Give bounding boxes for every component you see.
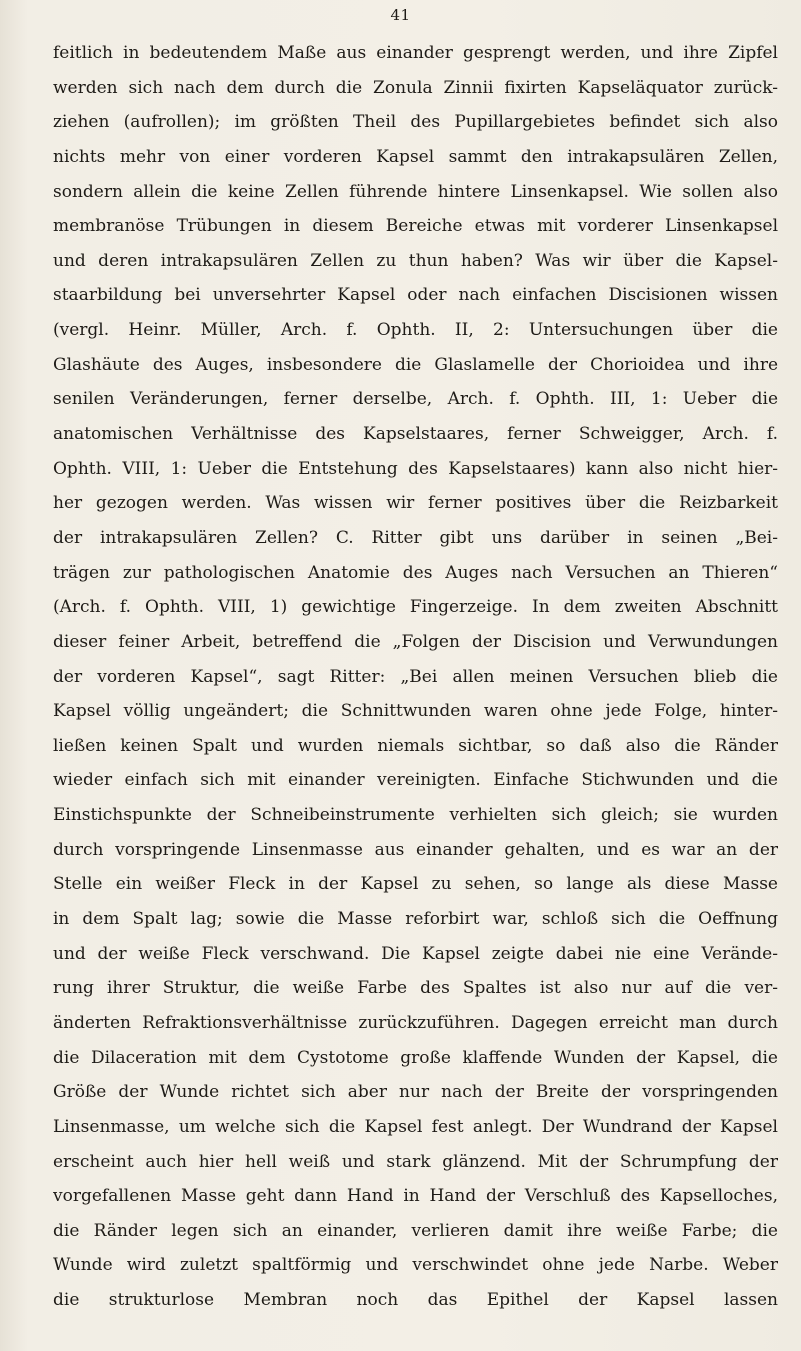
- text-line: Einstichspunkte der Schneibeinstrumente verhielten sich gleich; sie wurden: [53, 805, 778, 826]
- text-line: senilen Veränderungen, ferner derselbe, Arch. f. Ophth. III, 1: Ueber die: [53, 389, 778, 410]
- text-line: staarbildung bei unversehrter Kapsel oder nach einfachen Discisionen wissen: [53, 285, 778, 306]
- text-line: Kapsel völlig ungeändert; die Schnittwunden waren ohne jede Folge, hinter-: [53, 701, 778, 722]
- text-line: und der weiße Fleck verschwand. Die Kapsel zeigte dabei nie eine Verände-: [53, 943, 778, 964]
- text-line: Größe der Wunde richtet sich aber nur nach der Breite der vorspringenden: [53, 1082, 778, 1103]
- text-line: änderten Refraktionsverhältnisse zurückzuführen. Dagegen erreicht man durch: [53, 1012, 778, 1033]
- text-line: die strukturlose Membran noch das Epithel der Kapsel lassen: [53, 1290, 778, 1311]
- text-line: und deren intrakapsulären Zellen zu thun haben? Was wir über die Kapsel-: [53, 250, 778, 271]
- text-line: ziehen (aufrollen); im größten Theil des Pupillargebietes befindet sich also: [53, 112, 778, 133]
- text-line: die Ränder legen sich an einander, verlieren damit ihre weiße Farbe; die: [53, 1220, 778, 1241]
- text-line: wieder einfach sich mit einander vereinigten. Einfache Stichwunden und die: [53, 770, 778, 791]
- text-line: dieser feiner Arbeit, betreffend die „Folgen der Discision und Verwundungen: [53, 631, 778, 652]
- text-line: der vorderen Kapsel“, sagt Ritter: „Bei allen meinen Versuchen blieb die: [53, 666, 778, 687]
- text-line: her gezogen werden. Was wissen wir ferner positives über die Reizbarkeit: [53, 493, 778, 514]
- text-line: ließen keinen Spalt und wurden niemals sichtbar, so daß also die Ränder: [53, 735, 778, 756]
- text-line: feitlich in bedeutendem Maße aus einander gesprengt werden, und ihre Zipfel: [53, 43, 778, 63]
- text-line: Stelle ein weißer Fleck in der Kapsel zu sehen, so lange als diese Masse: [53, 874, 778, 895]
- text-line: (vergl. Heinr. Müller, Arch. f. Ophth. II, 2: Untersuchungen über die: [53, 320, 778, 341]
- text-line: trägen zur pathologischen Anatomie des Auges nach Versuchen an Thieren“: [53, 562, 778, 583]
- text-line: anatomischen Verhältnisse des Kapselstaares, ferner Schweigger, Arch. f.: [53, 424, 778, 445]
- text-line: Wunde wird zuletzt spaltförmig und verschwindet ohne jede Narbe. Weber: [53, 1255, 778, 1276]
- text-line: sondern allein die keine Zellen führende hintere Linsenkapsel. Wie sollen also: [53, 181, 778, 202]
- text-line: vorgefallenen Masse geht dann Hand in Hand der Verschluß des Kapselloches,: [53, 1186, 778, 1207]
- text-line: rung ihrer Struktur, die weiße Farbe des Spaltes ist also nur auf die ver-: [53, 978, 778, 999]
- body-text: [53, 36, 778, 1318]
- text-line: durch vorspringende Linsenmasse aus einander gehalten, und es war an der: [53, 839, 778, 860]
- text-line: nichts mehr von einer vorderen Kapsel sammt den intrakapsulären Zellen,: [53, 146, 778, 167]
- text-line: Linsenmasse, um welche sich die Kapsel fest anlegt. Der Wundrand der Kapsel: [53, 1116, 778, 1137]
- text-line: (Arch. f. Ophth. VIII, 1) gewichtige Fingerzeige. In dem zweiten Abschnitt: [53, 597, 778, 618]
- text-line: werden sich nach dem durch die Zonula Zinnii fixirten Kapseläquator zurück-: [53, 77, 778, 98]
- text-line: membranöse Trübungen in diesem Bereiche etwas mit vorderer Linsenkapsel: [53, 216, 778, 237]
- text-line: der intrakapsulären Zellen? C. Ritter gibt uns darüber in seinen „Bei-: [53, 527, 778, 548]
- text-line: in dem Spalt lag; sowie die Masse reforbirt war, schloß sich die Oeffnung: [53, 909, 778, 930]
- text-line: die Dilaceration mit dem Cystotome große klaffende Wunden der Kapsel, die: [53, 1047, 778, 1068]
- page-number: 41: [390, 6, 411, 24]
- text-line: Ophth. VIII, 1: Ueber die Entstehung des Kapselstaares) kann also nicht hier-: [53, 458, 778, 479]
- text-line: Glashäute des Auges, insbesondere die Glaslamelle der Chorioidea und ihre: [53, 354, 778, 375]
- text-line: erscheint auch hier hell weiß und stark glänzend. Mit der Schrumpfung der: [53, 1151, 778, 1172]
